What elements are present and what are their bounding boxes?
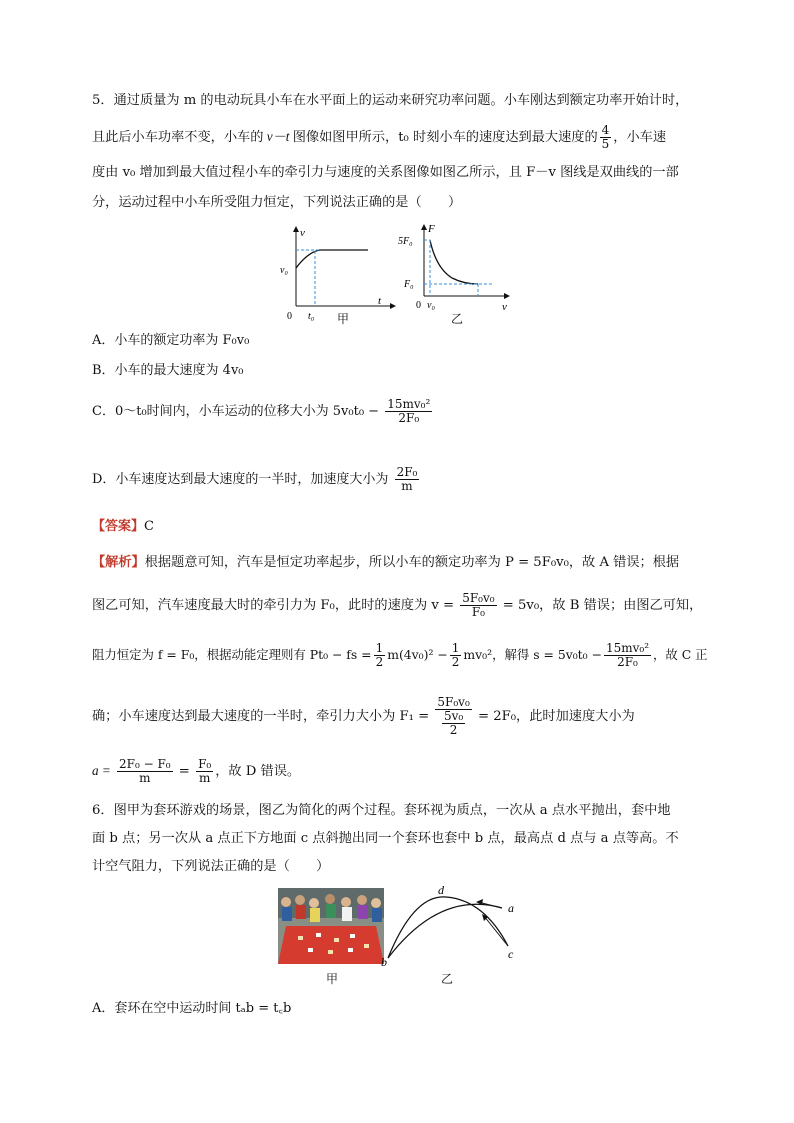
q5-line-2b: v－t — [263, 129, 293, 144]
q6-line-1: 6．图甲为套环游戏的场景，图乙为简化的两个过程。套环视为质点，一次从 a 点水平抛出，套中地 — [92, 803, 671, 818]
person-body — [342, 907, 352, 921]
q6-line-2: 面 b 点；另一次从 a 点正下方地面 c 点斜抛出同一个套环也套中 b 点，最高点 d 点与 a 点等高。不 — [92, 831, 679, 846]
horizontal-trajectory — [388, 904, 502, 958]
q5-line-3: 度由 v₀ 增加到最大值过程小车的牵引力与速度的关系图像如图乙所示，且 F－v 图线是双曲线的一部 — [92, 165, 679, 180]
person-body — [326, 904, 336, 918]
q5-option-d — [92, 466, 421, 493]
analysis-l5-den: m — [139, 771, 151, 785]
q5-line-2c: 图像如图甲所示， — [292, 130, 399, 145]
analysis-l5-frac1 — [117, 758, 173, 785]
jia-v0: v₀ — [280, 265, 288, 276]
jia-x-label: t — [378, 295, 382, 307]
analysis-l5b: = — [178, 764, 190, 779]
analysis-l3-half2 — [450, 642, 462, 669]
q5-option-d-text: D．小车速度达到最大速度的一半时，加速度大小为 — [92, 472, 389, 487]
person-body — [310, 908, 320, 922]
prize-item — [350, 934, 355, 938]
q5-option-b: B．小车的最大速度为 4v₀ — [92, 363, 244, 378]
person-head — [341, 897, 351, 907]
velocity-arrow-c — [484, 916, 508, 946]
q6-caption-jia: 甲 — [326, 972, 339, 986]
jia-curve — [296, 250, 368, 268]
q5-figure-jia — [278, 224, 396, 324]
person-head — [309, 898, 319, 908]
person-head — [295, 895, 305, 905]
q6-photo-jia — [278, 888, 384, 964]
person-head — [357, 895, 367, 905]
q5-line-2a: 且此后小车功率不变，小车的 — [92, 130, 264, 145]
yi-y-arrow — [421, 224, 427, 230]
q5-option-c-frac — [385, 398, 432, 425]
analysis-l2-den: F₀ — [471, 605, 485, 619]
analysis-l3c: mv₀²，解得 s = 5v₀t₀ − — [463, 647, 602, 662]
label-a: a — [508, 901, 514, 915]
ring-toss-photo — [278, 888, 384, 964]
analysis-label: 【解析】 — [92, 555, 145, 570]
q5-option-c — [92, 398, 434, 425]
analysis-line-3 — [92, 642, 712, 669]
prize-item — [328, 950, 333, 954]
yi-y-label: F — [428, 223, 435, 235]
prize-item — [364, 944, 369, 948]
person-body — [282, 907, 292, 921]
person-body — [296, 905, 306, 919]
label-b: b — [381, 955, 387, 968]
q5-option-c-text: C．0～t₀时间内，小车运动的位移大小为 5v₀t₀ − — [92, 404, 380, 419]
person-head — [325, 894, 335, 904]
q5-figure-yi — [398, 220, 512, 322]
analysis-l2b: = 5v₀，故 B 错误；由图乙可知， — [502, 598, 703, 613]
analysis-l5-num: 2F₀ − F₀ — [119, 757, 171, 771]
yi-x-label: v — [502, 301, 507, 313]
yi-x-arrow — [504, 293, 510, 299]
yi-v0: v₀ — [427, 300, 435, 311]
analysis-l4-inner-den: 2 — [449, 723, 458, 737]
answer-label: 【答案】 — [92, 519, 145, 534]
analysis-l4a: 确；小车速度达到最大速度的一半时，牵引力大小为 F₁ = — [92, 709, 430, 724]
prize-item — [308, 948, 313, 952]
analysis-l3-half1-num: 1 — [375, 641, 384, 655]
analysis-l3-half1-den: 2 — [375, 655, 384, 669]
q5-line-1: 5．通过质量为 m 的电动玩具小车在水平面上的运动来研究功率问题。小车刚达到额定功率开始计时， — [92, 93, 689, 108]
answer-value: C — [144, 519, 154, 534]
prize-item — [316, 933, 321, 937]
analysis-l5c: ，故 D 错误。 — [215, 764, 301, 779]
q6-diagram-yi — [380, 884, 530, 968]
q5-fraction — [600, 124, 612, 151]
analysis-line-2 — [92, 592, 712, 619]
analysis-line-1 — [92, 554, 712, 572]
analysis-l2a: 图乙可知，汽车速度最大时的牵引力为 F₀，此时的速度为 v = — [92, 598, 455, 613]
person-body — [358, 905, 368, 919]
analysis-l5-den2: m — [198, 771, 211, 785]
analysis-l1a: 根据题意可知，汽车是恒定功率起步，所以小车的额定功率为 P = 5F₀v₀，故 A 错误；根据 — [144, 555, 680, 570]
yi-caption: 乙 — [451, 312, 464, 326]
analysis-l3-half1 — [374, 642, 386, 669]
q5-frac-num: 4 — [601, 123, 610, 137]
analysis-line-4 — [92, 696, 712, 737]
q5-option-d-num: 2F₀ — [396, 465, 418, 479]
yi-f0: F₀ — [404, 279, 414, 290]
q6-option-a: A．套环在空中运动时间 tₐb = t꜀b — [92, 1001, 292, 1016]
analysis-line-5 — [92, 758, 712, 785]
label-c: c — [508, 947, 514, 961]
analysis-l5-frac2 — [196, 758, 213, 785]
jia-origin: 0 — [287, 311, 292, 322]
label-d: d — [438, 884, 444, 897]
jia-t0: t₀ — [308, 311, 315, 322]
jia-caption: 甲 — [337, 312, 350, 326]
person-head — [281, 897, 291, 907]
analysis-l4-frac — [435, 696, 471, 737]
q5-option-d-den: m — [401, 479, 413, 493]
analysis-l4-den — [440, 710, 467, 737]
analysis-l3d: ，故 C 正 — [653, 647, 708, 662]
prize-item — [348, 948, 353, 952]
analysis-l2-frac — [460, 592, 496, 619]
analysis-l3-half2-num: 1 — [451, 641, 460, 655]
q6-line-3: 计空气阻力，下列说法正确的是（ ） — [92, 859, 330, 874]
q5-line-2e: ，小车速 — [613, 130, 667, 145]
analysis-l5a: a = — [92, 763, 111, 778]
prize-item — [334, 938, 339, 942]
analysis-l2-num: 5F₀v₀ — [462, 591, 495, 605]
q5-line-4: 分，运动过程中小车所受阻力恒定，下列说法正确的是（ ） — [92, 195, 462, 210]
analysis-l4-inner-frac — [442, 710, 465, 737]
oblique-trajectory — [388, 897, 508, 958]
q5-answer — [92, 518, 154, 536]
q5-option-a: A．小车的额定功率为 F₀v₀ — [92, 333, 250, 348]
analysis-l3b: m(4v₀)² − — [387, 647, 448, 662]
jia-y-label: v — [300, 227, 305, 239]
jia-y-arrow — [293, 226, 299, 232]
yi-origin: 0 — [416, 300, 421, 311]
q5-option-d-frac — [395, 466, 420, 493]
analysis-l3-num: 15mv₀² — [605, 641, 650, 655]
q5-line-2 — [92, 124, 712, 151]
prize-item — [298, 936, 303, 940]
q5-frac-den: 5 — [601, 137, 610, 151]
analysis-l4b: = 2F₀，此时加速度大小为 — [477, 709, 635, 724]
q5-line-2d: t₀ 时刻小车的速度达到最大速度的 — [398, 130, 598, 145]
analysis-l3-frac — [604, 642, 651, 669]
analysis-l3-den: 2F₀ — [617, 655, 638, 669]
analysis-l3-half2-den: 2 — [451, 655, 460, 669]
q5-option-c-den: 2F₀ — [398, 411, 420, 425]
analysis-l3a: 阻力恒定为 f = F₀，根据动能定理则有 Pt₀ − fs = — [92, 647, 372, 662]
q5-option-c-num: 15mv₀² — [387, 397, 431, 411]
yi-curve — [430, 240, 478, 284]
yi-5f0: 5F₀ — [398, 236, 413, 247]
q6-caption-yi: 乙 — [441, 972, 454, 986]
analysis-l5-num2: F₀ — [198, 757, 212, 771]
analysis-l4-num: 5F₀v₀ — [437, 695, 470, 709]
jia-x-arrow — [390, 303, 396, 309]
analysis-l4-inner-num: 5v₀ — [443, 709, 464, 723]
